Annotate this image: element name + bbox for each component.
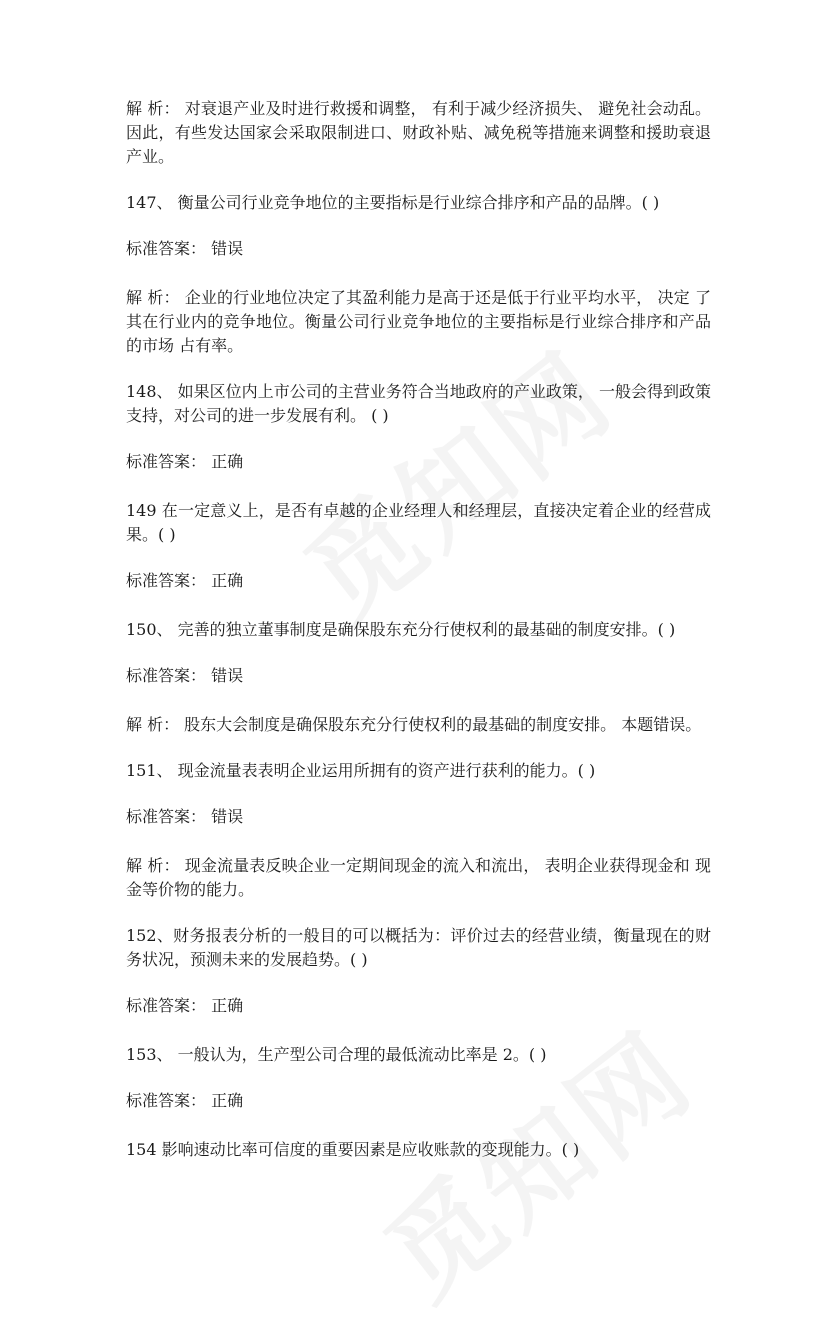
question-151: 151、 现金流量表表明企业运用所拥有的资产进行获利的能力。( ) [126, 761, 596, 780]
answer-151: 标准答案： 错误 [126, 807, 244, 826]
answer-149: 标准答案： 正确 [126, 571, 244, 590]
answer-152: 标准答案： 正确 [126, 996, 244, 1015]
analysis-151: 解 析： 现金流量表反映企业一定期间现金的流入和流出， 表明企业获得现金和 现金等价物的能力。 [126, 856, 711, 899]
question-153: 153、 一般认为，生产型公司合理的最低流动比率是 2。( ) [126, 1045, 547, 1064]
analysis-150: 解 析： 股东大会制度是确保股东充分行使权利的最基础的制度安排。 本题错误。 [126, 715, 702, 734]
question-152: 152、财务报表分析的一般目的可以概括为：评价过去的经营业绩，衡量现在的财 务状况，预测未来的发展趋势。( ) [126, 926, 711, 969]
analysis-paragraph: 解 析： 对衰退产业及时进行救援和调整， 有利于减少经济损失、 避免社会动乱。 因此，有些发达国家会采取限制进口、财政补贴、减免税等措施来调整和援助衰退产业。 [126, 99, 711, 166]
question-154: 154 影响速动比率可信度的重要因素是应收账款的变现能力。( ) [126, 1140, 580, 1159]
question-150: 150、 完善的独立董事制度是确保股东充分行使权利的最基础的制度安排。( ) [126, 620, 676, 639]
question-147: 147、 衡量公司行业竞争地位的主要指标是行业综合排序和产品的品牌。( ) [126, 193, 660, 212]
answer-147: 标准答案： 错误 [126, 239, 244, 258]
answer-150: 标准答案： 错误 [126, 666, 244, 685]
document-body [126, 97, 711, 1184]
analysis-147: 解 析： 企业的行业地位决定了其盈利能力是高于还是低于行业平均水平， 决定 了其在行业内的竞争地位。衡量公司行业竞争地位的主要指标是行业综合排序和产品的市场 占有率。 [126, 288, 711, 355]
question-148: 148、 如果区位内上市公司的主营业务符合当地政府的产业政策， 一般会得到政策 支持，对公司的进一步发展有利。 ( ) [126, 382, 711, 425]
answer-153: 标准答案： 正确 [126, 1091, 244, 1110]
answer-148: 标准答案： 正确 [126, 452, 244, 471]
question-149: 149 在一定意义上，是否有卓越的企业经理人和经理层，直接决定着企业的经营成果。( ) [126, 501, 711, 544]
